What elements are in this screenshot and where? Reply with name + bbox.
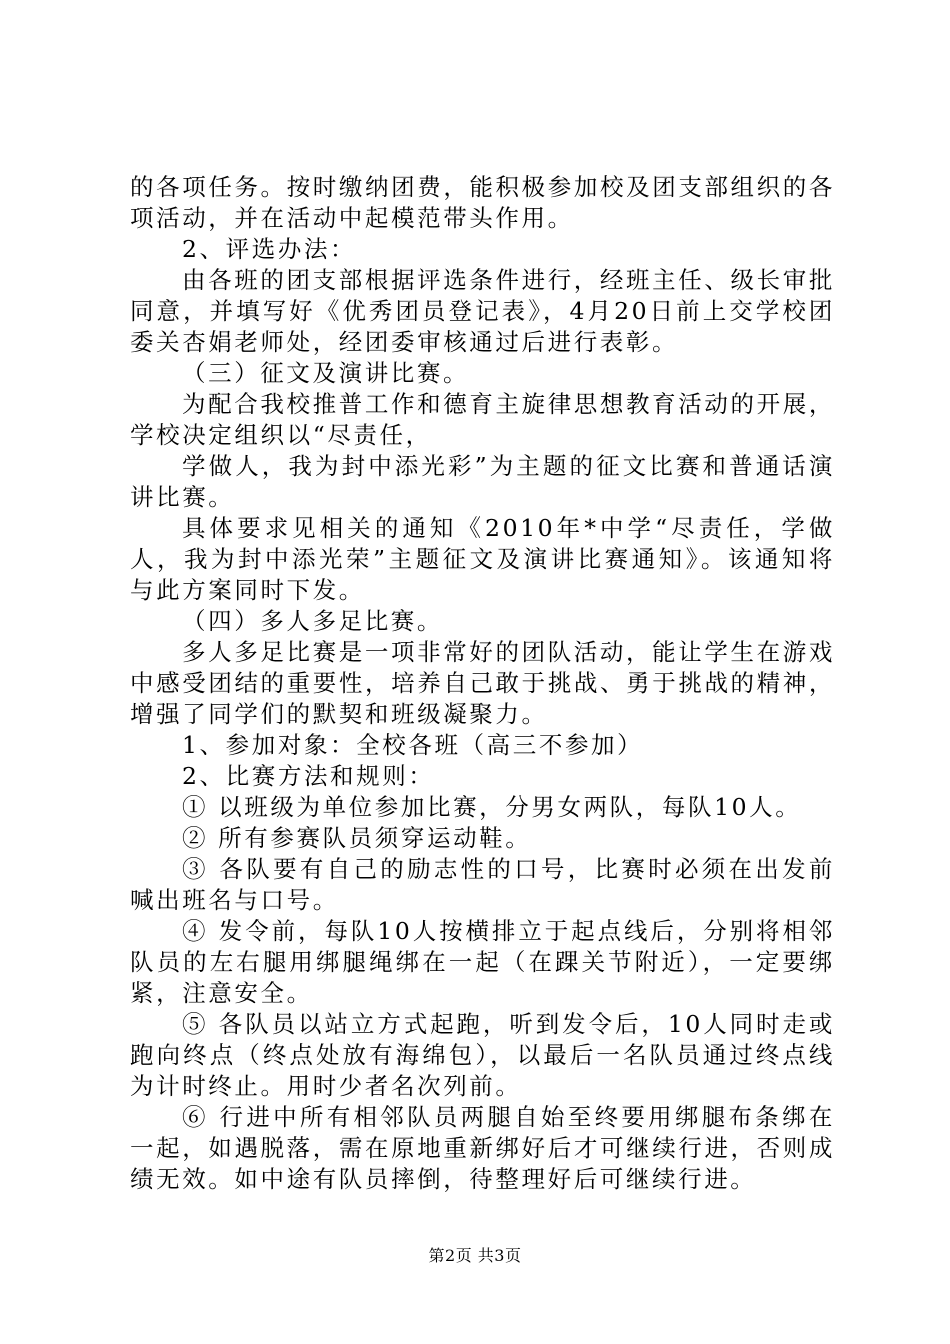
rule-item-5: ⑤ 各队员以站立方式起跑，听到发令后，10人同时走或跑向终点（终点处放有海绵包），以最后一名队员通过终点线为计时终止。用时少者名次列前。 (130, 1010, 835, 1100)
rule-item-2: ② 所有参赛队员须穿运动鞋。 (182, 824, 532, 852)
paragraph-essay-notice: 具体要求见相关的通知《2010年*中学“尽责任，学做人，我为封中添光荣”主题征文及演讲比赛通知》。该通知将与此方案同时下发。 (130, 514, 835, 604)
section-heading-essay-speech: （三）征文及演讲比赛。 (182, 359, 470, 387)
paragraph-selection-method-heading: 2、评选办法： (182, 235, 357, 263)
paragraph-task-continuation: 的各项任务。按时缴纳团费，能积极参加校及团支部组织的各项活动，并在活动中起模范带头作用。 (130, 173, 835, 232)
section-heading-multi-leg-race: （四）多人多足比赛。 (182, 607, 443, 635)
rule-item-1: ① 以班级为单位参加比赛，分男女两队，每队10人。 (182, 793, 802, 821)
document-body (130, 172, 835, 1195)
paragraph-essay-theme: 学做人，我为封中添光彩”为主题的征文比赛和普通话演讲比赛。 (130, 452, 835, 511)
rule-item-3: ③ 各队要有自己的励志性的口号，比赛时必须在出发前喊出班名与口号。 (130, 855, 835, 914)
rule-item-4: ④ 发令前，每队10人按横排立于起点线后，分别将相邻队员的左右腿用绑腿绳绑在一起（在踝关节附近），一定要绑紧，注意安全。 (130, 917, 835, 1007)
page-number-footer: 第2页 共3页 (428, 1246, 522, 1265)
paragraph-selection-method: 由各班的团支部根据评选条件进行，经班主任、级长审批同意，并填写好《优秀团员登记表》，4月20日前上交学校团委关杏娟老师处，经团委审核通过后进行表彰。 (130, 266, 835, 356)
paragraph-essay-intro: 为配合我校推普工作和德育主旋律思想教育活动的开展，学校决定组织以“尽责任， (130, 390, 835, 449)
paragraph-rules-heading: 2、比赛方法和规则： (182, 762, 435, 790)
rule-item-6: ⑥ 行进中所有相邻队员两腿自始至终要用绑腿布条绑在一起，如遇脱落，需在原地重新绑好后才可继续行进，否则成绩无效。如中途有队员摔倒，待整理好后可继续行进。 (130, 1103, 835, 1193)
paragraph-race-intro: 多人多足比赛是一项非常好的团队活动，能让学生在游戏中感受团结的重要性，培养自己敢于挑战、勇于挑战的精神，增强了同学们的默契和班级凝聚力。 (130, 638, 835, 728)
paragraph-participants: 1、参加对象：全校各班（高三不参加） (182, 731, 644, 759)
